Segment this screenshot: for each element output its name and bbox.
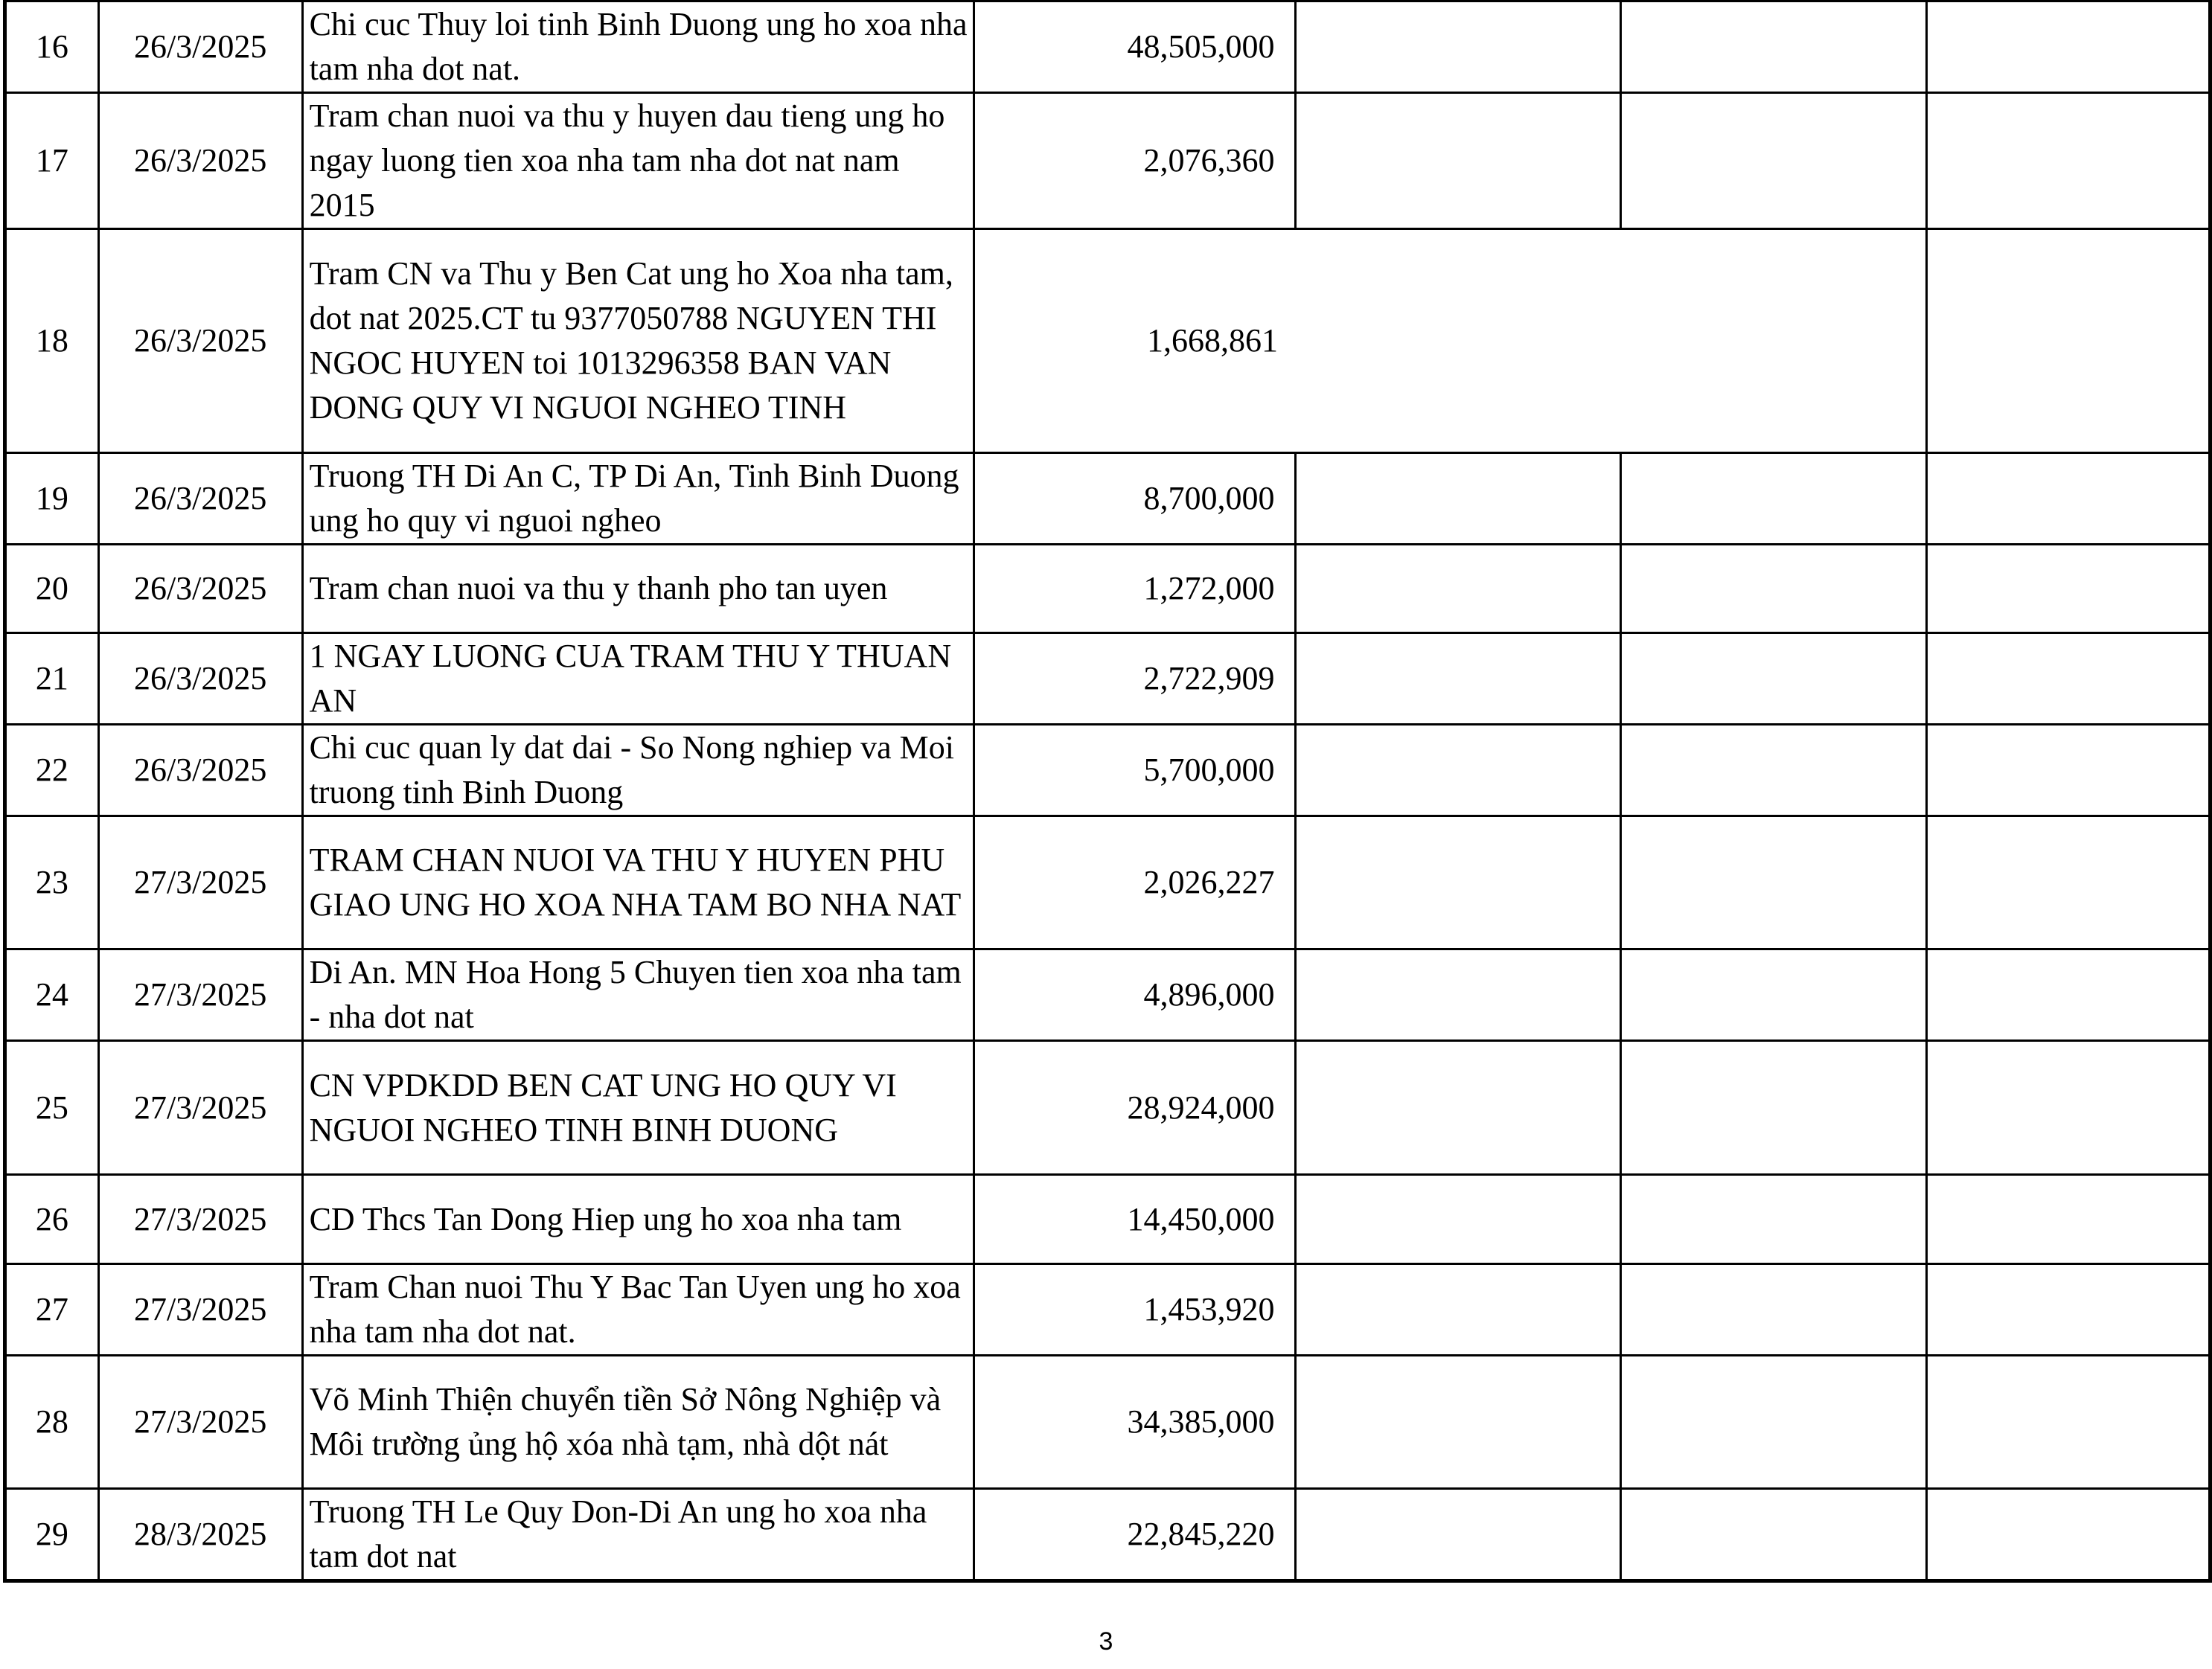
empty-cell <box>1620 1175 1926 1264</box>
table-row <box>5 949 2211 1041</box>
empty-cell <box>1295 453 1620 545</box>
empty-cell <box>1620 725 1926 816</box>
row-number-cell: 28 <box>5 1356 99 1489</box>
empty-cell <box>1295 1489 1620 1581</box>
table-row <box>5 1 2211 93</box>
empty-cell <box>1926 93 2210 229</box>
empty-cell <box>1295 1264 1620 1356</box>
empty-cell <box>1620 1041 1926 1175</box>
date-cell: 27/3/2025 <box>98 1356 302 1489</box>
empty-cell <box>1295 1175 1620 1264</box>
date-cell: 27/3/2025 <box>98 1175 302 1264</box>
row-number-cell: 17 <box>5 93 99 229</box>
table-row <box>5 229 2211 453</box>
amount-cell: 14,450,000 <box>974 1175 1295 1264</box>
row-number-cell: 29 <box>5 1489 99 1581</box>
empty-cell <box>1295 725 1620 816</box>
empty-cell <box>1620 949 1926 1041</box>
description-cell: Di An. MN Hoa Hong 5 Chuyen tien xoa nha tam - nha dot nat <box>302 949 974 1041</box>
empty-cell <box>1295 1 1620 93</box>
table-row <box>5 1489 2211 1581</box>
row-number-cell: 21 <box>5 633 99 725</box>
date-cell: 28/3/2025 <box>98 1489 302 1581</box>
empty-cell <box>1295 1356 1620 1489</box>
date-cell: 27/3/2025 <box>98 1264 302 1356</box>
row-number-cell: 26 <box>5 1175 99 1264</box>
donation-table <box>3 0 2212 1583</box>
amount-cell: 48,505,000 <box>974 1 1295 93</box>
description-cell: Chi cuc quan ly dat dai - So Nong nghiep va Moi truong tinh Binh Duong <box>302 725 974 816</box>
table-row <box>5 93 2211 229</box>
date-cell: 26/3/2025 <box>98 633 302 725</box>
description-cell: CN VPDKDD BEN CAT UNG HO QUY VI NGUOI NGHEO TINH BINH DUONG <box>302 1041 974 1175</box>
row-number-cell: 22 <box>5 725 99 816</box>
date-cell: 26/3/2025 <box>98 1 302 93</box>
empty-cell <box>1620 545 1926 633</box>
description-cell: CD Thcs Tan Dong Hiep ung ho xoa nha tam <box>302 1175 974 1264</box>
date-cell: 27/3/2025 <box>98 816 302 949</box>
amount-cell: 1,272,000 <box>974 545 1295 633</box>
description-cell: Tram chan nuoi va thu y huyen dau tieng ung ho ngay luong tien xoa nha tam nha dot nat nam 2015 <box>302 93 974 229</box>
row-number-cell: 27 <box>5 1264 99 1356</box>
amount-cell: 1,453,920 <box>974 1264 1295 1356</box>
empty-cell <box>1620 633 1926 725</box>
amount-cell: 22,845,220 <box>974 1489 1295 1581</box>
amount-cell: 8,700,000 <box>974 453 1295 545</box>
empty-cell <box>1926 1 2210 93</box>
description-cell: 1 NGAY LUONG CUA TRAM THU Y THUAN AN <box>302 633 974 725</box>
description-cell: Tram Chan nuoi Thu Y Bac Tan Uyen ung ho xoa nha tam nha dot nat. <box>302 1264 974 1356</box>
empty-cell <box>1620 1264 1926 1356</box>
empty-cell <box>1620 1356 1926 1489</box>
row-number-cell: 16 <box>5 1 99 93</box>
amount-cell: 2,722,909 <box>974 633 1295 725</box>
amount-cell: 28,924,000 <box>974 1041 1295 1175</box>
date-cell: 26/3/2025 <box>98 453 302 545</box>
description-cell: Chi cuc Thuy loi tinh Binh Duong ung ho xoa nha tam nha dot nat. <box>302 1 974 93</box>
table-row <box>5 1175 2211 1264</box>
date-cell: 27/3/2025 <box>98 1041 302 1175</box>
empty-cell <box>1620 816 1926 949</box>
date-cell: 26/3/2025 <box>98 229 302 453</box>
empty-cell <box>1295 93 1620 229</box>
empty-cell <box>1926 725 2210 816</box>
empty-cell <box>1926 453 2210 545</box>
empty-cell <box>1926 1356 2210 1489</box>
table-row <box>5 633 2211 725</box>
description-cell: TRAM CHAN NUOI VA THU Y HUYEN PHU GIAO UNG HO XOA NHA TAM BO NHA NAT <box>302 816 974 949</box>
table-row <box>5 1356 2211 1489</box>
empty-cell <box>1926 949 2210 1041</box>
table-row <box>5 1264 2211 1356</box>
date-cell: 27/3/2025 <box>98 949 302 1041</box>
date-cell: 26/3/2025 <box>98 545 302 633</box>
table-row <box>5 545 2211 633</box>
amount-cell: 2,026,227 <box>974 816 1295 949</box>
row-number-cell: 25 <box>5 1041 99 1175</box>
table-row <box>5 1041 2211 1175</box>
date-cell: 26/3/2025 <box>98 725 302 816</box>
row-number-cell: 23 <box>5 816 99 949</box>
amount-cell: 34,385,000 <box>974 1356 1295 1489</box>
description-cell: Võ Minh Thiện chuyển tiền Sở Nông Nghiệp và Môi trường ủng hộ xóa nhà tạm, nhà dột nát <box>302 1356 974 1489</box>
table-row <box>5 725 2211 816</box>
empty-cell <box>1926 1041 2210 1175</box>
row-number-cell: 20 <box>5 545 99 633</box>
empty-cell <box>1926 545 2210 633</box>
amount-cell: 5,700,000 <box>974 725 1295 816</box>
amount-cell: 4,896,000 <box>974 949 1295 1041</box>
description-cell: Truong TH Di An C, TP Di An, Tinh Binh Duong ung ho quy vi nguoi ngheo <box>302 453 974 545</box>
row-number-cell: 18 <box>5 229 99 453</box>
empty-cell <box>1926 1175 2210 1264</box>
empty-cell <box>1620 453 1926 545</box>
amount-cell: 1,668,861 <box>974 229 1926 453</box>
row-number-cell: 19 <box>5 453 99 545</box>
date-cell: 26/3/2025 <box>98 93 302 229</box>
empty-cell <box>1620 93 1926 229</box>
empty-cell <box>1926 229 2210 453</box>
empty-cell <box>1295 633 1620 725</box>
empty-cell <box>1295 545 1620 633</box>
empty-cell <box>1926 1489 2210 1581</box>
description-cell: Truong TH Le Quy Don-Di An ung ho xoa nha tam dot nat <box>302 1489 974 1581</box>
empty-cell <box>1295 949 1620 1041</box>
empty-cell <box>1295 816 1620 949</box>
empty-cell <box>1620 1489 1926 1581</box>
empty-cell <box>1926 633 2210 725</box>
empty-cell <box>1926 1264 2210 1356</box>
empty-cell <box>1620 1 1926 93</box>
row-number-cell: 24 <box>5 949 99 1041</box>
table-row <box>5 816 2211 949</box>
amount-cell: 2,076,360 <box>974 93 1295 229</box>
empty-cell <box>1295 1041 1620 1175</box>
page-number: 3 <box>1099 1627 1113 1656</box>
table-row <box>5 453 2211 545</box>
empty-cell <box>1926 816 2210 949</box>
description-cell: Tram CN va Thu y Ben Cat ung ho Xoa nha tam, dot nat 2025.CT tu 9377050788 NGUYEN THI NGOC HUYEN toi 1013296358 BAN VAN DONG QUY VI NGUOI NGHEO TINH <box>302 229 974 453</box>
description-cell: Tram chan nuoi va thu y thanh pho tan uyen <box>302 545 974 633</box>
